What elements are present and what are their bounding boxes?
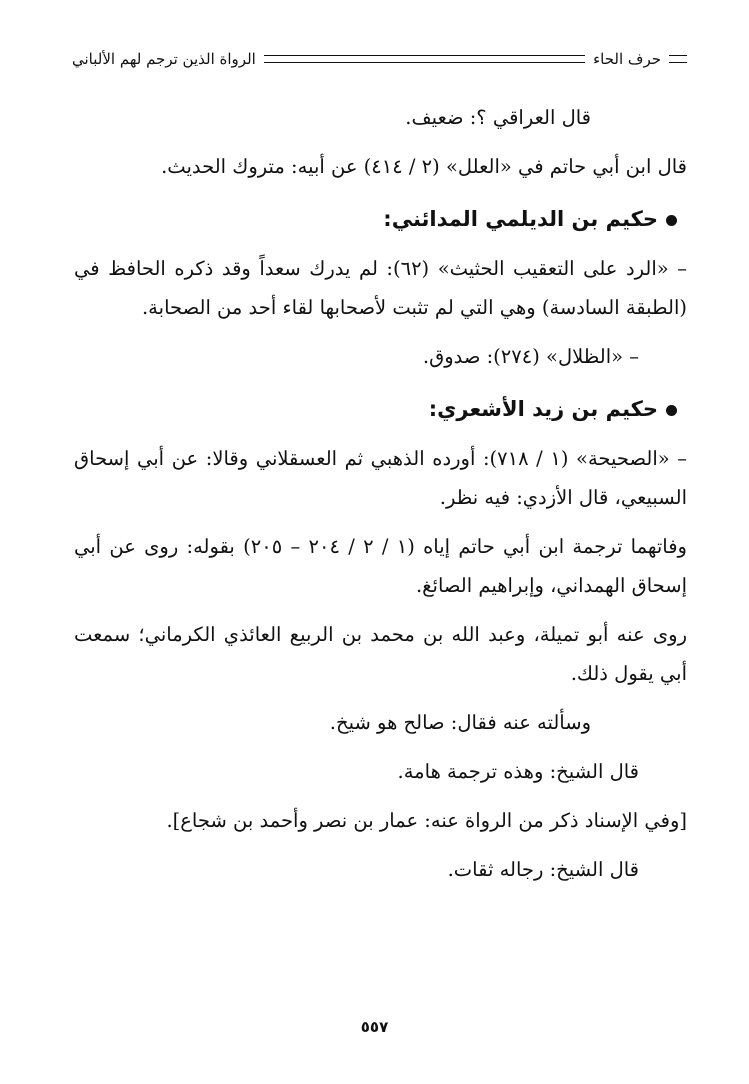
paragraph: – «الرد على التعقيب الحثيث» (٦٢): لم يدرك سعداً وقد ذكره الحافظ في (الطبقة السادسة) وهي التي لم تثبت لأصحابها لقاء أحد من الصحابة.: [74, 257, 687, 319]
bullet-icon: [666, 405, 677, 416]
paragraph: قال الشيخ: رجاله ثقات.: [447, 858, 639, 881]
entry-heading: [74, 390, 677, 429]
paragraph: – «الظلال» (٢٧٤): صدوق.: [422, 345, 639, 368]
page-content: [74, 98, 688, 889]
paragraph: وفاتهما ترجمة ابن أبي حاتم إياه (١ / ٢ / ٢٠٤ – ٢٠٥) بقوله: روى عن أبي إسحاق الهمداني، وإبراهيم الصائغ.: [74, 535, 687, 597]
paragraph: قال العراقي ؟: ضعيف.: [405, 106, 591, 129]
entry-heading-text: حكيم بن زيد الأشعري:: [428, 397, 658, 421]
paragraph: روى عنه أبو تميلة، وعبد الله بن محمد بن الربيع العائذي الكرماني؛ سمعت أبي يقول ذلك.: [74, 623, 687, 685]
paragraph: قال الشيخ: وهذه ترجمة هامة.: [397, 760, 639, 783]
entry-heading: [74, 200, 677, 239]
paragraph: قال ابن أبي حاتم في «العلل» (٢ / ٤١٤) عن أبيه: متروك الحديث.: [161, 155, 687, 178]
header-running-title: الرواة الذين ترجم لهم الألباني: [72, 50, 256, 68]
page-number: ٥٥٧: [360, 1018, 389, 1036]
running-header: [72, 44, 687, 74]
header-rule: [264, 55, 585, 63]
header-ornament-lines: [669, 55, 687, 63]
paragraph: [وفي الإسناد ذكر من الرواة عنه: عمار بن نصر وأحمد بن شجاع].: [166, 809, 687, 832]
paragraph: وسألته عنه فقال: صالح هو شيخ.: [329, 711, 591, 734]
bullet-icon: [666, 215, 677, 226]
header-chapter: حرف الحاء: [593, 50, 661, 68]
paragraph: – «الصحيحة» (١ / ٧١٨): أورده الذهبي ثم العسقلاني وقالا: عن أبي إسحاق السبيعي، قال الأزدي: فيه نظر.: [74, 447, 688, 509]
entry-heading-text: حكيم بن الديلمي المدائني:: [383, 207, 658, 231]
